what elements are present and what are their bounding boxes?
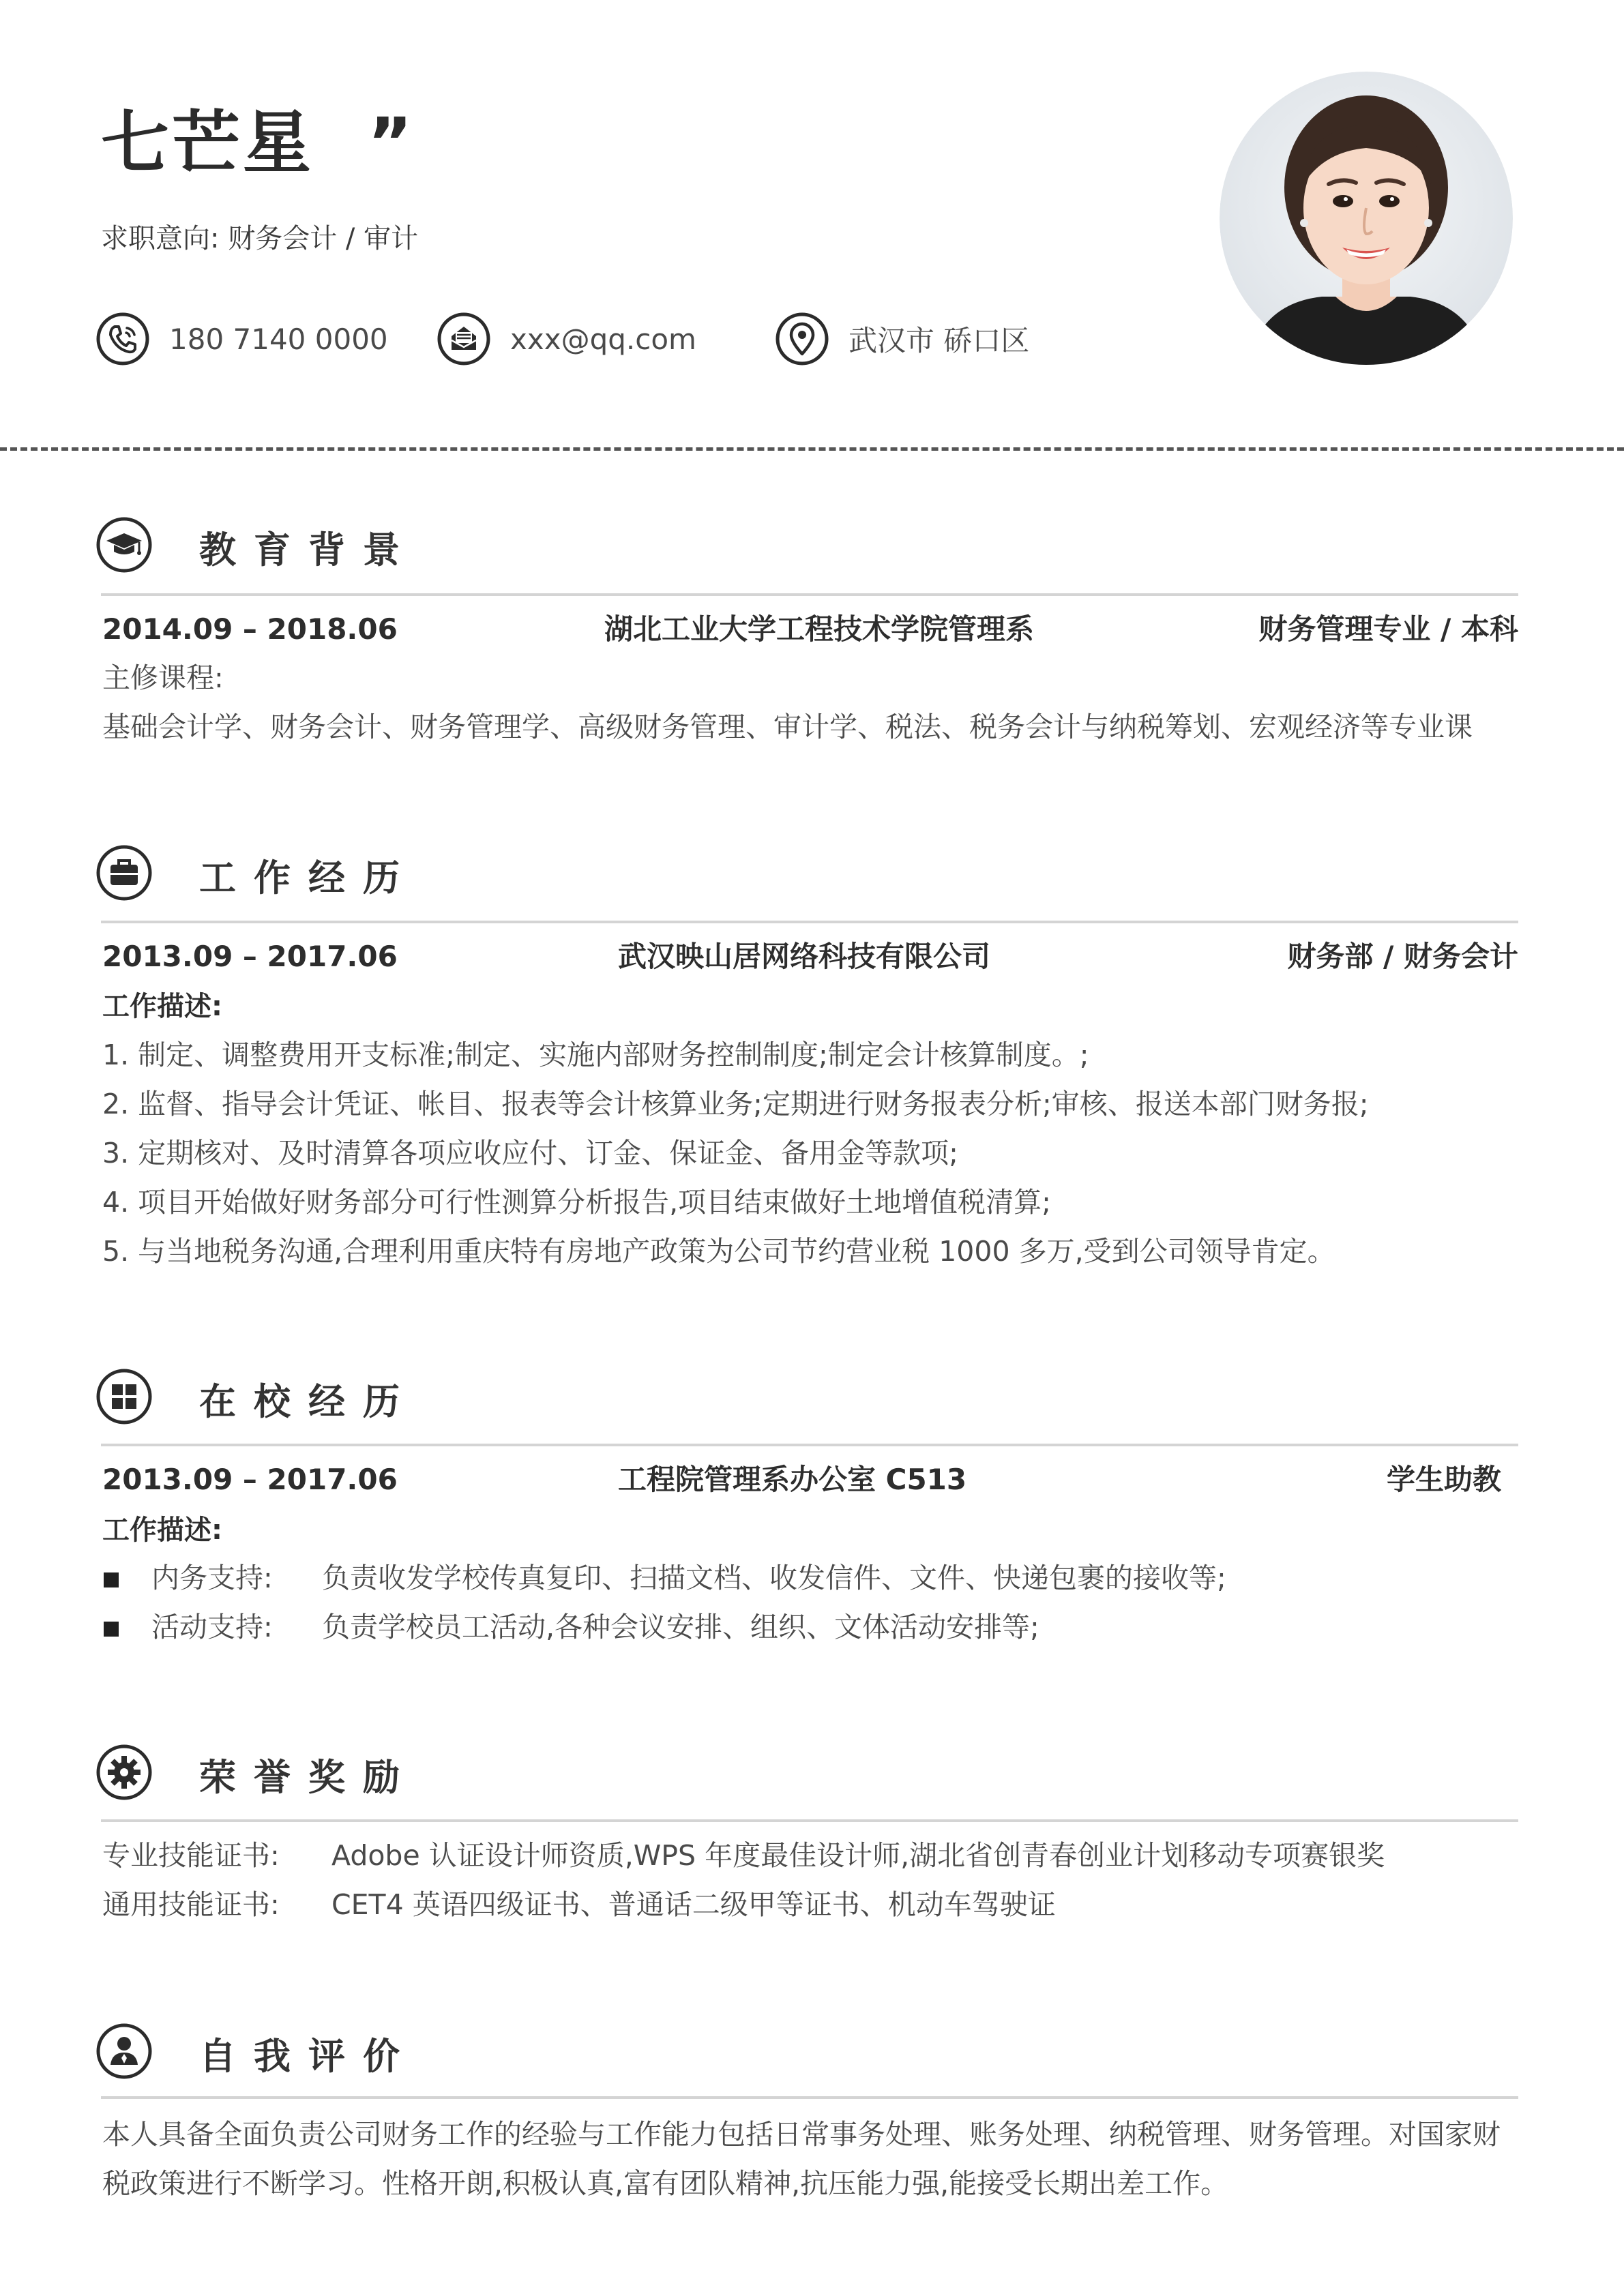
name-text: 七芒星	[101, 103, 314, 183]
intent-value: 财务会计 / 审计	[228, 223, 419, 254]
honor-label: 通用技能证书:	[102, 1888, 280, 1921]
campus-item-text: 负责收发学校传真复印、扫描文档、收发信件、文件、快递包裹的接收等;	[322, 1562, 1226, 1594]
phone-number: 180 7140 0000	[169, 322, 388, 356]
courses-list: 基础会计学、财务会计、财务管理学、高级财务管理、审计学、税法、税务会计与纳税筹划、宏观经济等专业课	[102, 711, 1473, 743]
campus-title: 在校经历	[199, 1380, 417, 1423]
work-item: 3. 定期核对、及时清算各项应收应付、订金、保证金、备用金等款项;	[102, 1137, 958, 1169]
work-item: 2. 监督、指导会计凭证、帐目、报表等会计核算业务;定期进行财务报表分析;审核、报送本部门财务报;	[102, 1088, 1369, 1120]
honors-rule	[101, 1819, 1518, 1822]
education-school: 湖北工业大学工程技术学院管理系	[604, 612, 1035, 646]
job-intent	[101, 217, 418, 256]
self-line: 税政策进行不断学习。性格开朗,积极认真,富有团队精神,抗压能力强,能接受长期出差工作。	[102, 2167, 1229, 2200]
honor-text: CET4 英语四级证书、普通话二级甲等证书、机动车驾驶证	[331, 1888, 1056, 1921]
contact-address	[775, 310, 1029, 368]
work-rule	[101, 921, 1518, 923]
self-section-icon	[95, 2023, 153, 2083]
self-line: 本人具备全面负责公司财务工作的经验与工作能力包括日常事务处理、账务处理、纳税管理、财务管理。对国家财	[102, 2118, 1501, 2151]
location-icon	[775, 312, 829, 366]
mail-icon	[437, 312, 491, 366]
work-item: 5. 与当地税务沟通,合理利用重庆特有房地产政策为公司节约营业税 1000 多万,受到公司领导肯定。	[102, 1235, 1335, 1268]
contact-email	[437, 310, 696, 368]
campus-date: 2013.09 – 2017.06	[102, 1463, 398, 1496]
education-major: 财务管理专业 / 本科	[1258, 612, 1518, 646]
work-company: 武汉映山居网络科技有限公司	[618, 940, 991, 973]
address-text: 武汉市 硚口区	[848, 324, 1030, 357]
quote-mark: ”	[367, 103, 415, 183]
work-item: 4. 项目开始做好财务部分可行性测算分析报告,项目结束做好土地增值税清算;	[102, 1186, 1051, 1219]
campus-rule	[101, 1444, 1518, 1446]
courses-label: 主修课程:	[102, 661, 224, 694]
work-desc-label: 工作描述:	[102, 991, 222, 1022]
windows-icon	[95, 1368, 153, 1425]
campus-item-label: 内务支持:	[151, 1562, 273, 1594]
education-rule	[101, 593, 1518, 596]
work-item: 1. 制定、调整费用开支标准;制定、实施内部财务控制制度;制定会计核算制度。;	[102, 1039, 1089, 1071]
contact-phone	[95, 310, 388, 368]
campus-org: 工程院管理系办公室 C513	[618, 1463, 967, 1496]
work-date: 2013.09 – 2017.06	[102, 940, 398, 973]
graduation-cap-icon	[95, 516, 153, 573]
bullet-square-icon	[104, 1622, 119, 1637]
intent-label: 求职意向:	[101, 223, 220, 254]
campus-item-text: 负责学校员工活动,各种会议安排、组织、文体活动安排等;	[322, 1611, 1039, 1643]
header-divider	[0, 447, 1624, 451]
profile-photo	[1220, 72, 1513, 365]
honors-section-icon	[95, 1744, 153, 1804]
email-address[interactable]: xxx@qq.com	[510, 322, 696, 356]
self-title: 自我评价	[199, 2035, 417, 2078]
candidate-name	[101, 102, 415, 184]
education-section-icon	[95, 516, 153, 576]
briefcase-icon	[95, 844, 153, 901]
education-date: 2014.09 – 2018.06	[102, 612, 398, 646]
work-role: 财务部 / 财务会计	[1287, 940, 1518, 973]
education-title: 教育背景	[199, 528, 417, 571]
honor-label: 专业技能证书:	[102, 1839, 280, 1872]
campus-item-label: 活动支持:	[151, 1611, 273, 1643]
campus-role: 学生助教	[1386, 1463, 1501, 1496]
bullet-square-icon	[104, 1572, 119, 1587]
work-section-icon	[95, 844, 153, 904]
campus-section-icon	[95, 1368, 153, 1428]
honors-title: 荣誉奖励	[199, 1756, 417, 1799]
self-rule	[101, 2096, 1518, 2099]
gear-icon	[95, 1744, 153, 1801]
campus-desc-label: 工作描述:	[102, 1515, 222, 1546]
honor-text: Adobe 认证设计师资质,WPS 年度最佳设计师,湖北省创青春创业计划移动专项赛银奖	[331, 1839, 1385, 1872]
person-icon	[95, 2023, 153, 2080]
portrait-image	[1220, 72, 1513, 365]
phone-icon	[95, 312, 150, 366]
work-title: 工作经历	[199, 856, 417, 899]
